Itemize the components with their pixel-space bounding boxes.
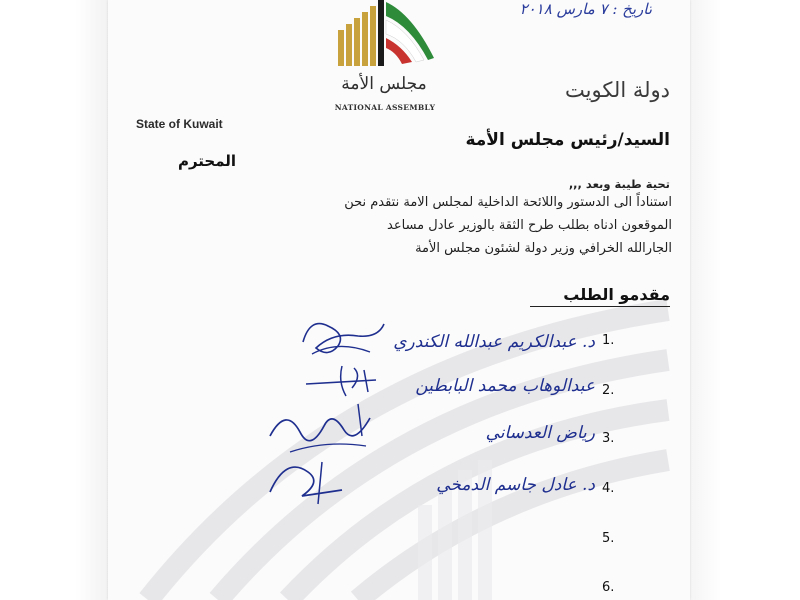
signatory-name: رياض العدساني [485, 423, 595, 443]
handwritten-signature-icon [262, 452, 348, 508]
body-line: استناداً الى الدستور واللائحة الداخلية لمجلس الامة نتقدم نحن [344, 195, 672, 210]
background-left [0, 0, 108, 600]
row-number: 4. [602, 481, 615, 496]
body-line: الموقعون ادناه بطلب طرح الثقة بالوزير عادل مساعد [387, 218, 672, 233]
row-number: 2. [602, 383, 615, 398]
state-name-english: State of Kuwait [136, 117, 223, 131]
signatory-name: عبدالوهاب محمد البابطين [415, 376, 595, 396]
body-line: الجارالله الخرافي وزير دولة لشئون مجلس الأمة [415, 241, 672, 256]
national-assembly-logo-icon [332, 0, 436, 66]
addressee: السيد/رئيس مجلس الأمة [465, 130, 670, 150]
logo-arabic-title: مجلس الأمة [341, 74, 427, 94]
signatories-title: مقدمو الطلب [563, 285, 670, 304]
letter-body [128, 191, 672, 260]
state-name-arabic: دولة الكويت [565, 78, 670, 102]
row-number: 5. [602, 531, 615, 546]
row-number: 1. [602, 333, 615, 348]
greeting: تحية طيبة وبعد ,,, [568, 177, 670, 191]
signatory-name: د. عادل جاسم الدمخي [436, 475, 595, 495]
date-line: تاريخ : ٧ مارس ٢٠١٨ [519, 0, 652, 18]
row-number: 3. [602, 431, 615, 446]
handwritten-signature-icon [266, 396, 378, 460]
honorific: المحترم [177, 152, 237, 170]
handwritten-signature-icon [298, 312, 388, 364]
signatory-name: د. عبدالكريم عبدالله الكندري [393, 332, 595, 352]
background-right [688, 0, 800, 600]
logo-english-title: NATIONAL ASSEMBLY [334, 103, 436, 112]
title-underline [530, 306, 670, 307]
row-number: 6. [602, 580, 615, 595]
